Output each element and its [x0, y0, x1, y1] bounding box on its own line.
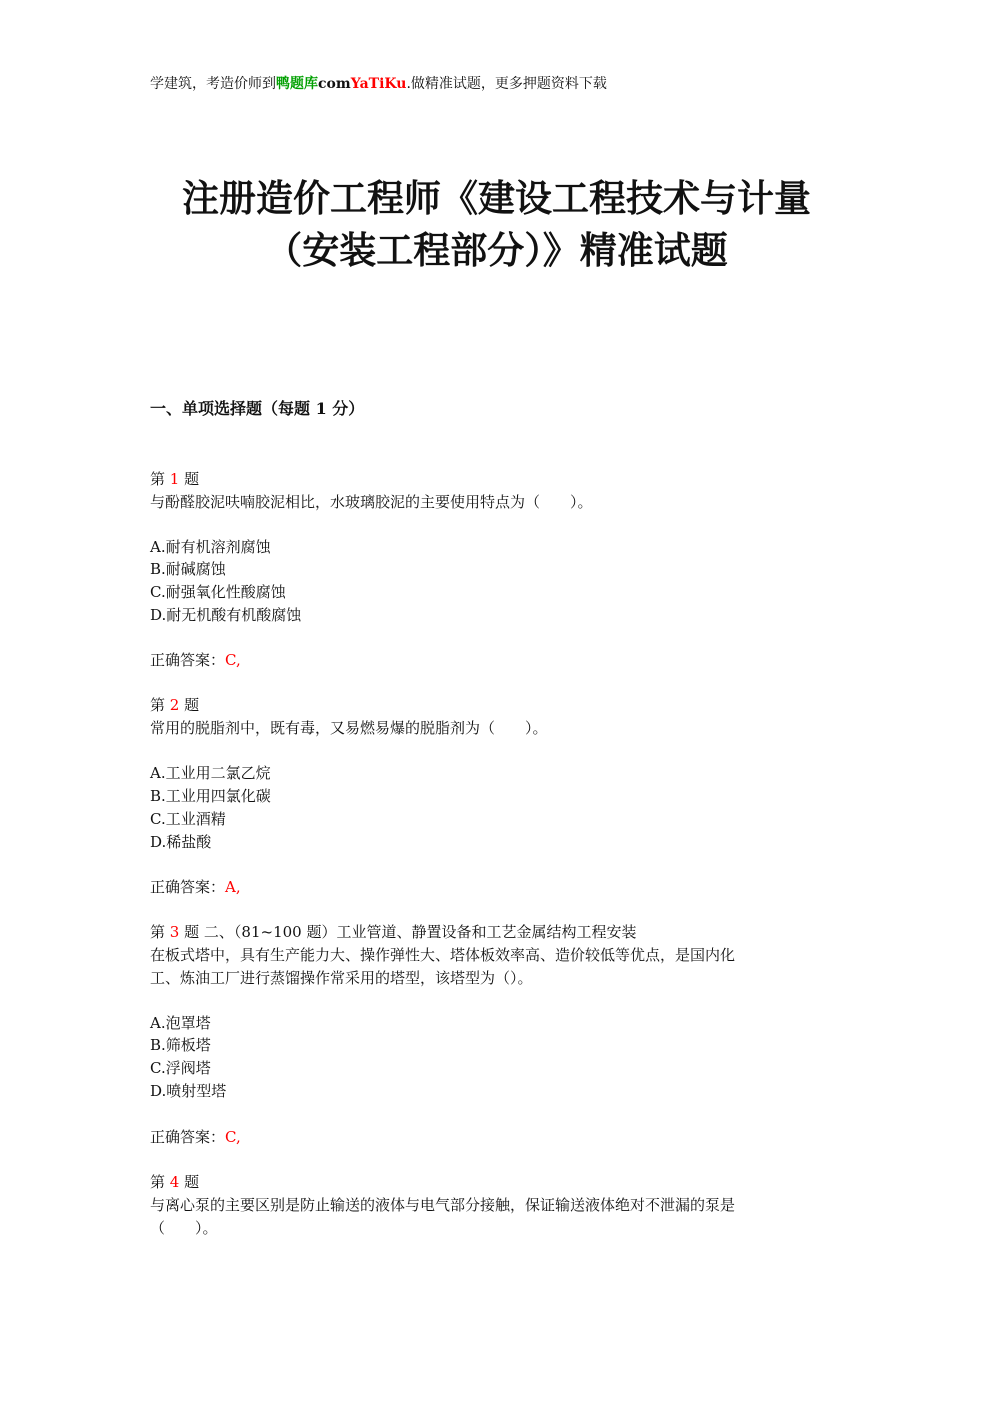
question-1-option-a: A.耐有机溶剂腐蚀	[150, 538, 271, 556]
question-2-option-a: A.工业用二氯乙烷	[150, 764, 271, 782]
answer-value: A,	[225, 878, 241, 896]
question-1-text: 与酚醛胶泥呋喃胶泥相比，水玻璃胶泥的主要使用特点为（ ）。	[150, 493, 593, 511]
question-1-option-c: C.耐强氧化性酸腐蚀	[150, 583, 286, 601]
answer-label: 正确答案：	[150, 878, 226, 896]
question-suffix: 题	[184, 923, 200, 941]
question-2-option-c: C.工业酒精	[150, 810, 226, 828]
question-1-answer	[150, 649, 241, 671]
document-title-line-1: 注册造价工程师《建设工程技术与计量	[182, 176, 811, 220]
question-3-text-line-1: 在板式塔中，具有生产能力大、操作弹性大、塔体板效率高、造价较低等优点，是国内化	[150, 946, 736, 964]
question-prefix: 第	[150, 923, 166, 941]
question-prefix: 第	[150, 1173, 166, 1191]
header-domain-yatiku: YaTiKu	[350, 76, 407, 92]
header-prefix: 学建筑，考造价师到	[150, 76, 276, 92]
question-2-option-d: D.稀盐酸	[150, 833, 212, 851]
question-suffix: 题	[184, 1173, 200, 1191]
question-4-text-line-2: （ ）。	[150, 1219, 218, 1237]
header-line	[150, 74, 607, 94]
question-3-header	[150, 921, 636, 943]
section-heading: 一、单项选择题（每题 1 分）	[150, 399, 365, 418]
document-title-line-2: （安装工程部分）》精准试题	[265, 228, 728, 272]
question-3-option-c: C.浮阀塔	[150, 1059, 211, 1077]
question-3-section-note: 二、（81~100 题）工业管道、静置设备和工艺金属结构工程安装	[203, 923, 637, 941]
question-2-header	[150, 694, 199, 716]
header-suffix: .做精准试题，更多押题资料下载	[406, 76, 607, 92]
question-prefix: 第	[150, 696, 166, 714]
question-2-answer	[150, 876, 241, 898]
question-3-option-a: A.泡罩塔	[150, 1014, 211, 1032]
header-domain-com: com	[318, 76, 351, 92]
question-prefix: 第	[150, 470, 166, 488]
question-3-text-line-2: 工、炼油工厂进行蒸馏操作常采用的塔型，该塔型为（）。	[150, 969, 533, 987]
question-number: 3	[169, 923, 180, 941]
question-number: 1	[169, 470, 180, 488]
question-4-header	[150, 1171, 199, 1193]
question-number: 4	[169, 1173, 180, 1191]
question-1-option-b: B.耐碱腐蚀	[150, 560, 226, 578]
question-suffix: 题	[184, 696, 200, 714]
question-2-text: 常用的脱脂剂中，既有毒，又易燃易爆的脱脂剂为（ ）。	[150, 719, 548, 737]
question-1-header	[150, 468, 199, 490]
answer-value: C,	[225, 651, 241, 669]
question-3-answer	[150, 1126, 241, 1148]
question-4-text-line-1: 与离心泵的主要区别是防止输送的液体与电气部分接触，保证输送液体绝对不泄漏的泵是	[150, 1196, 736, 1214]
question-1-option-d: D.耐无机酸有机酸腐蚀	[150, 606, 302, 624]
question-3-option-b: B.筛板塔	[150, 1036, 211, 1054]
question-suffix: 题	[184, 470, 200, 488]
answer-label: 正确答案：	[150, 1128, 226, 1146]
answer-label: 正确答案：	[150, 651, 226, 669]
question-3-option-d: D.喷射型塔	[150, 1082, 227, 1100]
question-2-option-b: B.工业用四氯化碳	[150, 787, 271, 805]
question-number: 2	[169, 696, 180, 714]
answer-value: C,	[225, 1128, 241, 1146]
header-brand: 鸭题库	[276, 76, 318, 92]
